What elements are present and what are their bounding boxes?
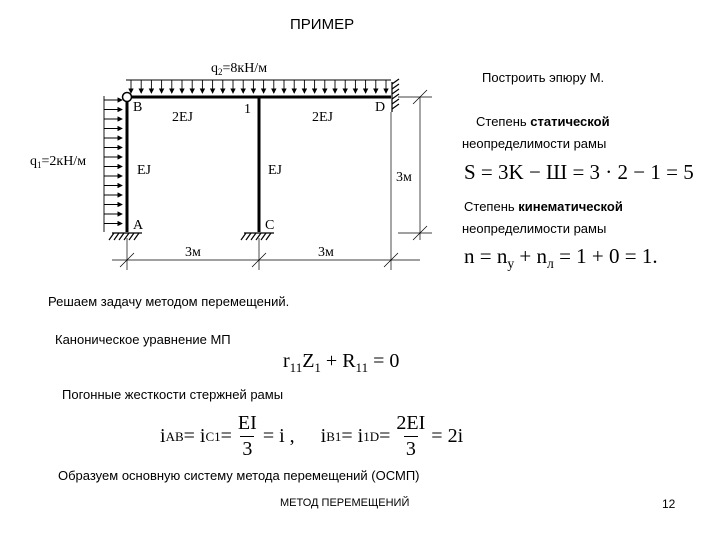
support-c-icon (241, 233, 274, 240)
dimension-lines (112, 90, 432, 270)
node-a-label: A (133, 218, 144, 233)
static-degree-label-line2: неопределимости рамы (462, 136, 607, 151)
i2-a-sub: B1 (326, 428, 342, 444)
beam-right-stiffness: 2EJ (312, 110, 333, 125)
canon-z-sub: 1 (314, 360, 321, 375)
i1-a-sub: AB (165, 428, 184, 444)
node-d-label: D (375, 100, 386, 115)
static-label-bold: статической (530, 114, 610, 129)
kin-l-sub: л (547, 256, 554, 272)
kinematic-label-pre: Степень (464, 199, 519, 214)
hatch (392, 99, 399, 104)
canon-z: Z (302, 350, 315, 372)
node-b-label: B (133, 100, 143, 115)
hatch (251, 233, 256, 240)
span-right-dimension: 3м (318, 245, 334, 260)
canon-plus: + R (320, 350, 356, 372)
footer-title: МЕТОД ПЕРЕМЕЩЕНИЙ (280, 497, 410, 509)
column-left-stiffness: EJ (137, 163, 151, 178)
kinematic-degree-label-line2: неопределимости рамы (462, 221, 607, 236)
i1-den: 3 (242, 438, 253, 460)
hatch (392, 94, 399, 99)
node-c-label: C (265, 218, 275, 233)
hatch (392, 89, 399, 94)
task-text: Построить эпюру М. (482, 70, 605, 85)
canon-rest: = 0 (368, 350, 400, 372)
load-q2-arrows (126, 80, 391, 93)
hatch (119, 233, 124, 240)
canonical-label: Каноническое уравнение МП (55, 332, 231, 347)
load-q2-label: $q_2=8кН/м$ (211, 61, 268, 77)
i2-tail: = 2i (431, 425, 464, 447)
i2-num: 2EI (396, 412, 426, 434)
page-number: 12 (662, 497, 676, 511)
hatch (134, 233, 139, 240)
load-q1-label: $q_1=2кН/м$ (30, 154, 87, 170)
hatch (392, 84, 399, 89)
osmp-text: Образуем основную систему метода перемещений (ОСМП) (58, 468, 420, 483)
node-1-label: 1 (244, 102, 251, 117)
hatch (256, 233, 261, 240)
span-left-dimension: 3м (185, 245, 201, 260)
i1-eq2: = (220, 425, 232, 447)
i2-den: 3 (405, 438, 416, 460)
hatch (241, 233, 246, 240)
solve-text: Решаем задачу методом перемещений. (48, 294, 290, 309)
hatch (261, 233, 266, 240)
i2-b-sub: 1D (363, 428, 380, 444)
kin-n: n = n (464, 244, 508, 268)
canon-r: r (283, 350, 290, 372)
i2-a: i (320, 425, 327, 447)
i1-tail: = i , (262, 425, 295, 447)
i2-eq1: = i (341, 425, 364, 447)
kin-rest: = 1 + 0 = 1. (553, 244, 658, 268)
kinematic-label-bold: кинематической (518, 199, 623, 214)
support-d-icon (392, 79, 399, 112)
hatch (129, 233, 134, 240)
i1-b-sub: C1 (205, 428, 221, 444)
hatch (392, 104, 399, 109)
column-mid-stiffness: EJ (268, 163, 282, 178)
hatch (246, 233, 251, 240)
i1-eq1: = i (183, 425, 206, 447)
kin-y-sub: у (507, 256, 515, 272)
hinge-b-icon (123, 93, 132, 102)
stiffness-label: Погонные жесткости стержней рамы (62, 387, 284, 402)
i1-a: i (160, 425, 166, 447)
hatch (392, 79, 399, 84)
slide-title: ПРИМЕР (290, 16, 355, 33)
beam-left-stiffness: 2EJ (172, 110, 193, 125)
hatch (114, 233, 119, 240)
canon-R-sub: 11 (355, 360, 369, 375)
canon-r-sub: 11 (289, 360, 303, 375)
i2-eq2: = (379, 425, 391, 447)
hatch (109, 233, 114, 240)
load-q1-arrows (104, 96, 122, 232)
i1-num: EI (237, 412, 257, 434)
hatch (124, 233, 129, 240)
support-a-icon (109, 233, 142, 240)
hatch (266, 233, 271, 240)
height-dimension: 3м (396, 170, 412, 185)
kin-plus: + n (514, 244, 548, 268)
static-degree-formula: S = 3K − Ш = 3 · 2 − 1 = 5 (464, 160, 694, 184)
static-label-pre: Степень (476, 114, 531, 129)
